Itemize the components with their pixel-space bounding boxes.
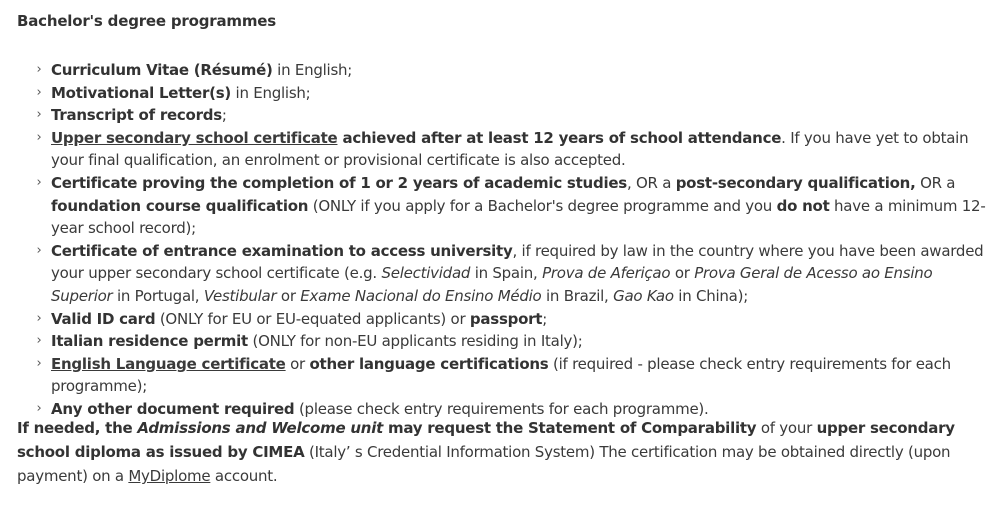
- list-item: [27, 240, 987, 308]
- item-text: in Spain,: [470, 264, 543, 283]
- item-title: Certificate of entrance examination to access university: [51, 241, 513, 260]
- note-bold: may request the Statement of Comparability: [383, 419, 757, 437]
- item-italic: Prova de Aferiçao: [542, 264, 671, 283]
- note-bold: upper secondary school diploma as issued by CIMEA: [17, 419, 955, 461]
- list-item: [27, 308, 987, 331]
- item-text: (please check entry requirements for each programme).: [294, 399, 709, 418]
- item-text: or: [276, 286, 301, 305]
- section-heading: Bachelor's degree programmes: [17, 12, 276, 30]
- upper-secondary-certificate-link[interactable]: Upper secondary school certificate: [51, 128, 338, 147]
- chevron-right-icon: ›: [36, 62, 42, 77]
- item-bold: post-secondary qualification,: [675, 173, 916, 192]
- item-text: , if required by law in the country where you have been awarded your upper secondary school certificate (e.g.: [51, 241, 984, 283]
- requirements-list: [27, 59, 987, 421]
- item-text: in English;: [272, 61, 353, 79]
- item-title: Transcript of records: [51, 106, 222, 125]
- item-text: in China);: [673, 286, 748, 305]
- item-text: have a minimum 12-year school record);: [51, 196, 986, 238]
- item-text: in Portugal,: [112, 286, 204, 305]
- list-item: [27, 330, 987, 353]
- item-text: ;: [221, 106, 227, 125]
- item-text: or: [670, 264, 695, 283]
- chevron-right-icon: ›: [36, 107, 42, 123]
- list-item: [27, 353, 987, 398]
- list-item: [27, 82, 987, 105]
- item-bold: foundation course qualification: [51, 196, 309, 215]
- item-title: Valid ID card: [51, 309, 156, 328]
- item-title: Italian residence permit: [51, 332, 248, 351]
- item-italic: Vestibular: [203, 286, 277, 305]
- list-item: [27, 59, 987, 82]
- item-text: OR a: [915, 173, 956, 192]
- item-text: (ONLY if you apply for a Bachelor's degree programme and you: [308, 196, 777, 215]
- list-item: [27, 127, 987, 172]
- note-text: of your: [756, 419, 817, 437]
- item-title: Motivational Letter(s): [51, 83, 232, 102]
- item-italic: Prova Geral de Acesso ao Ensino Superior: [51, 264, 933, 305]
- item-text: , OR a: [626, 173, 676, 192]
- item-text: or: [285, 354, 310, 373]
- item-text: (ONLY for EU or EU-equated applicants) or: [155, 309, 470, 328]
- list-item: [27, 172, 987, 240]
- note-bold: If needed, the: [17, 419, 138, 437]
- chevron-right-icon: ›: [36, 355, 42, 371]
- chevron-right-icon: ›: [36, 400, 42, 416]
- item-title: Curriculum Vitae (Résumé): [51, 61, 273, 79]
- chevron-right-icon: ›: [36, 242, 42, 258]
- item-text: . If you have yet to obtain your final qualification, an enrolment or provisional certificate is also accepted.: [51, 128, 969, 170]
- item-italic: Selectividad: [381, 264, 471, 283]
- item-text: ;: [542, 309, 548, 328]
- item-bold: passport: [469, 309, 543, 328]
- item-italic: Gao Kao: [613, 286, 674, 305]
- chevron-right-icon: ›: [36, 333, 42, 349]
- chevron-right-icon: ›: [36, 310, 42, 326]
- item-text: (ONLY for non-EU applicants residing in Italy);: [247, 332, 583, 351]
- item-bold: do not: [776, 196, 830, 215]
- comparability-note: [17, 416, 982, 488]
- item-bold: other language certifications: [309, 354, 549, 373]
- mydiplome-link[interactable]: MyDiplome: [128, 467, 211, 485]
- item-title: achieved after at least 12 years of school attendance: [337, 128, 782, 147]
- chevron-right-icon: ›: [36, 129, 42, 145]
- list-item: [27, 104, 987, 127]
- english-language-certificate-link[interactable]: English Language certificate: [51, 354, 286, 373]
- note-text: (Italy’ s Credential Information System) The certification may be obtained directly (upon payment) on a: [17, 443, 951, 485]
- item-italic: Exame Nacional do Ensino Médio: [300, 286, 542, 305]
- note-text: account.: [210, 467, 278, 485]
- item-title: Any other document required: [51, 399, 295, 418]
- chevron-right-icon: ›: [36, 84, 42, 100]
- admissions-unit-name: Admissions and Welcome unit: [137, 419, 384, 437]
- chevron-right-icon: ›: [36, 174, 42, 190]
- item-text: in Brazil,: [541, 286, 614, 305]
- item-text: in English;: [231, 83, 311, 102]
- item-text: (if required - please check entry requirements for each programme);: [51, 354, 951, 396]
- item-title: Certificate proving the completion of 1 or 2 years of academic studies: [51, 173, 627, 192]
